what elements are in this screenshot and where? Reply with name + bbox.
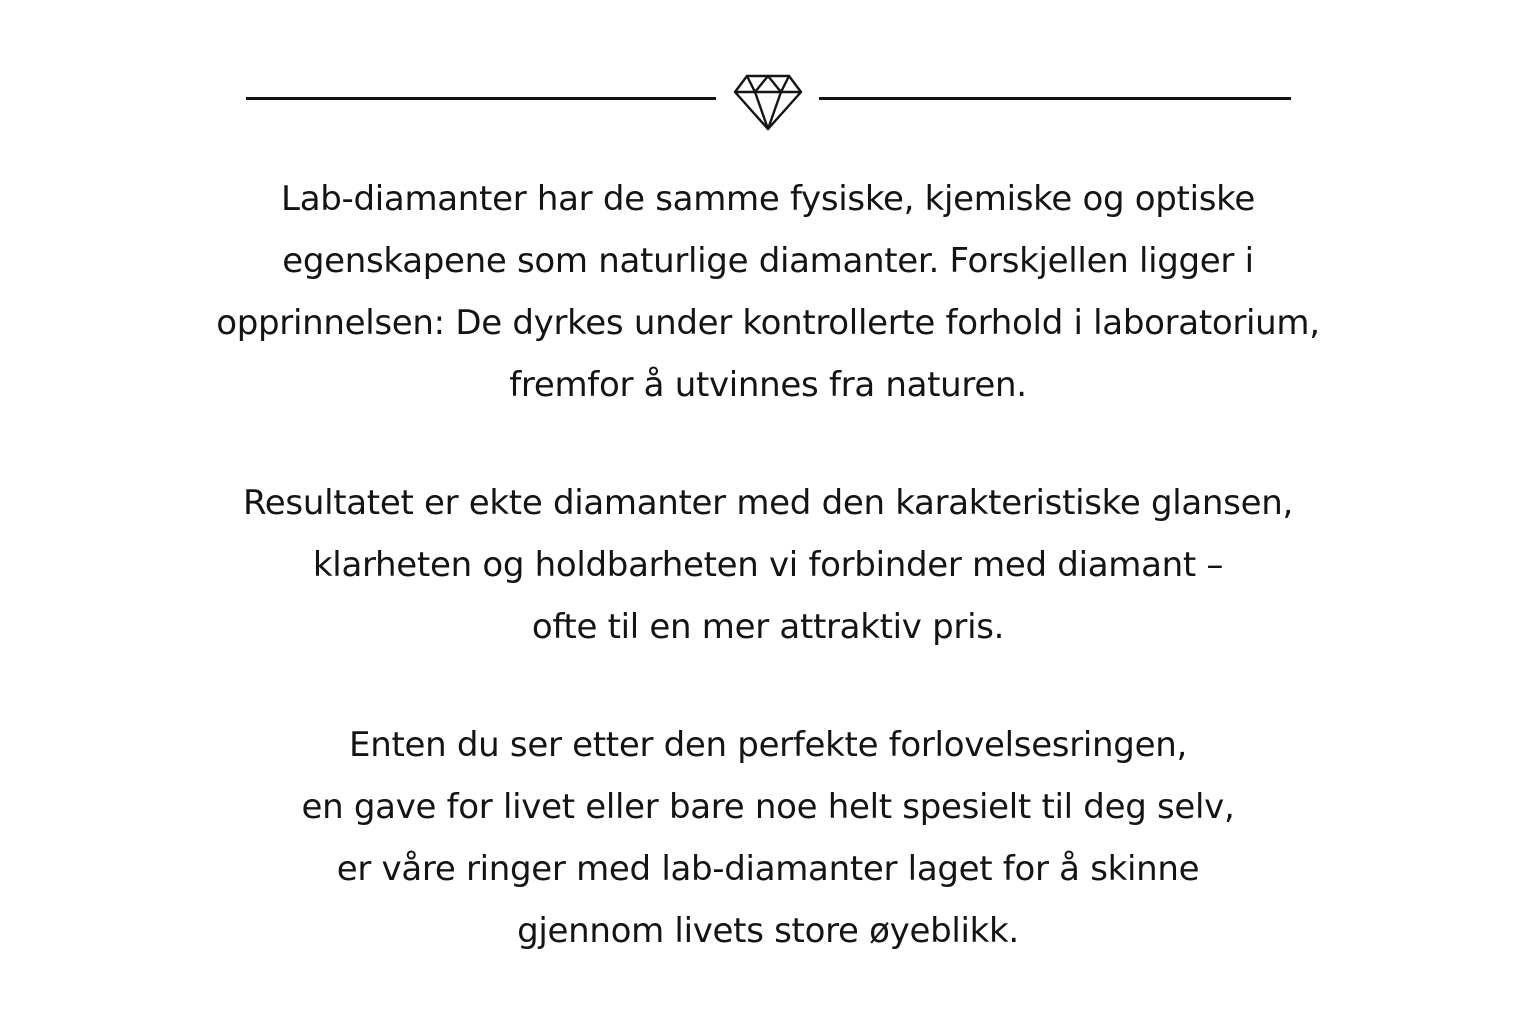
divider-rule-right [819, 97, 1291, 100]
paragraph-rings [0, 714, 1536, 962]
text-line: Enten du ser etter den perfekte forlovelsesringen, [349, 725, 1187, 765]
text-line: klarheten og holdbarheten vi forbinder med diamant – [312, 545, 1224, 585]
text-line: egenskapene som naturlige diamanter. Forskjellen ligger i [282, 241, 1254, 281]
diamond-icon [733, 72, 803, 132]
body-text [0, 168, 1536, 962]
text-line: gjennom livets store øyeblikk. [517, 911, 1019, 951]
paragraph-origin [0, 168, 1536, 416]
text-line: er våre ringer med lab-diamanter laget for å skinne [336, 849, 1200, 889]
text-line: ofte til en mer attraktiv pris. [531, 607, 1005, 647]
paragraph-result [0, 472, 1536, 658]
text-line: fremfor å utvinnes fra naturen. [509, 365, 1027, 405]
text-line: Lab-diamanter har de samme fysiske, kjemiske og optiske [281, 179, 1255, 219]
text-line: Resultatet er ekte diamanter med den karakteristiske glansen, [243, 483, 1293, 523]
divider-rule-left [246, 97, 716, 100]
text-line: en gave for livet eller bare noe helt spesielt til deg selv, [301, 787, 1235, 827]
decorative-divider [0, 72, 1536, 132]
text-line: opprinnelsen: De dyrkes under kontrollerte forhold i laboratorium, [216, 303, 1320, 343]
